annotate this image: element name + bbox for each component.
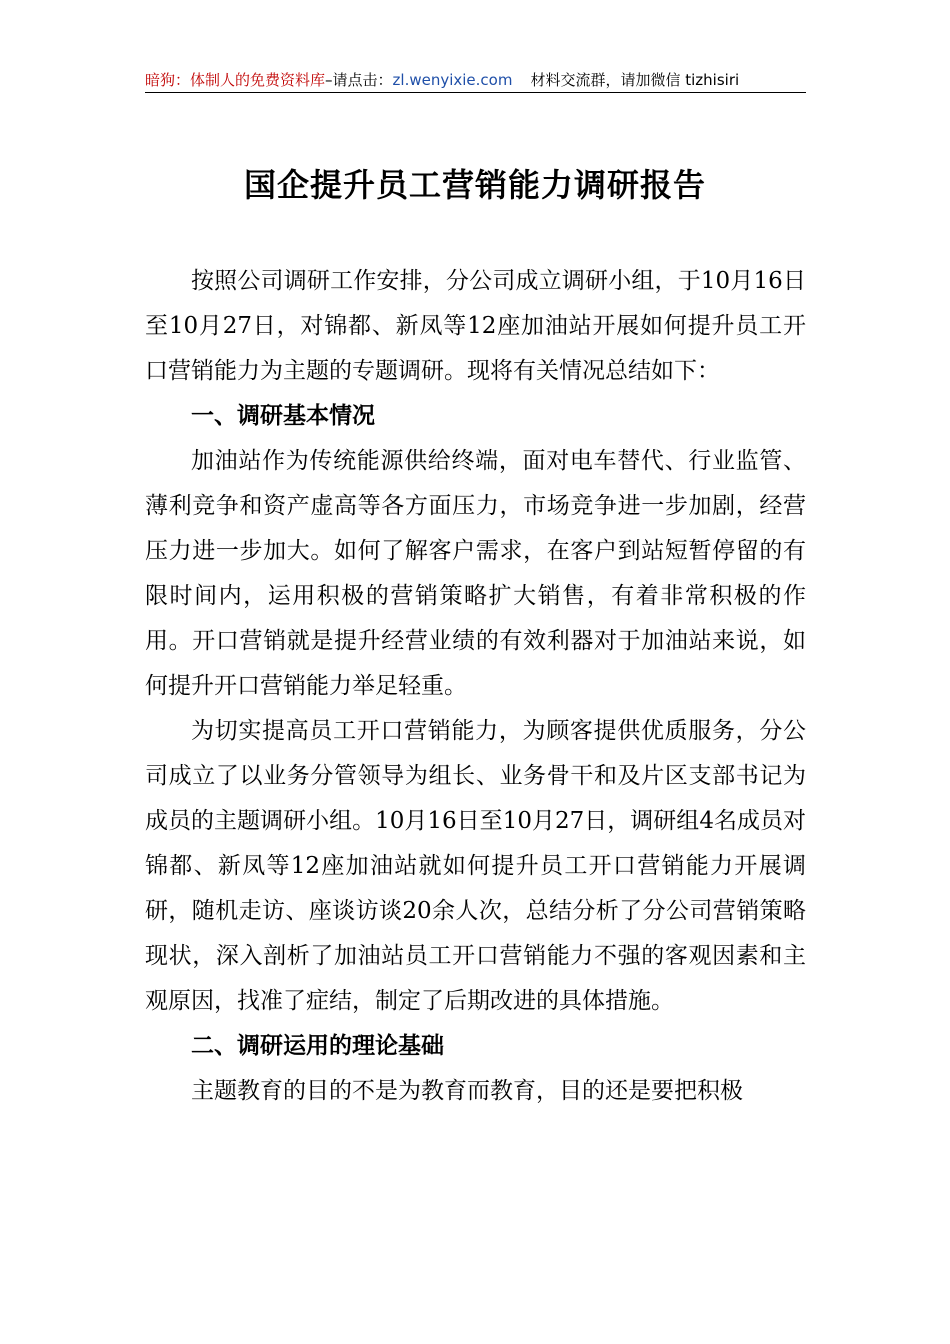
header-divider	[145, 92, 806, 93]
intro-paragraph: 按照公司调研工作安排，分公司成立调研小组，于10月16日至10月27日，对锦都、新凤等12座加油站开展如何提升员工开口营销能力为主题的专题调研。现将有关情况总结如下：	[145, 268, 806, 384]
header-url-link[interactable]: zl.wenyixie.com	[392, 71, 513, 89]
section-heading-2: 二、调研运用的理论基础	[191, 1033, 444, 1059]
header-contact: 材料交流群，请加微信 tizhisiri	[530, 71, 740, 89]
page-header	[145, 70, 806, 90]
header-source-link[interactable]: 暗狗：体制人的免费资料库	[145, 71, 326, 89]
document-body	[145, 259, 806, 1114]
document-title: 国企提升员工营销能力调研报告	[243, 166, 706, 204]
header-prompt: –请点击：	[325, 71, 393, 89]
paragraph: 主题教育的目的不是为教育而教育，目的还是要把积极	[191, 1078, 743, 1104]
paragraph: 加油站作为传统能源供给终端，面对电车替代、行业监管、薄利竞争和资产虚高等各方面压力，市场竞争进一步加剧，经营压力进一步加大。如何了解客户需求，在客户到站短暂停留的有限时间内，运用积极的营销策略扩大销售，有着非常积极的作用。开口营销就是提升经营业绩的有效利器对于加油站来说，如何提升开口营销能力举足轻重。	[145, 448, 806, 699]
section-heading-1: 一、调研基本情况	[191, 403, 375, 429]
paragraph: 为切实提高员工开口营销能力，为顾客提供优质服务，分公司成立了以业务分管领导为组长、业务骨干和及片区支部书记为成员的主题调研小组。10月16日至10月27日，调研组4名成员对锦都、新凤等12座加油站就如何提升员工开口营销能力开展调研，随机走访、座谈访谈20余人次，总结分析了分公司营销策略现状，深入剖析了加油站员工开口营销能力不强的客观因素和主观原因，找准了症结，制定了后期改进的具体措施。	[145, 718, 806, 1014]
